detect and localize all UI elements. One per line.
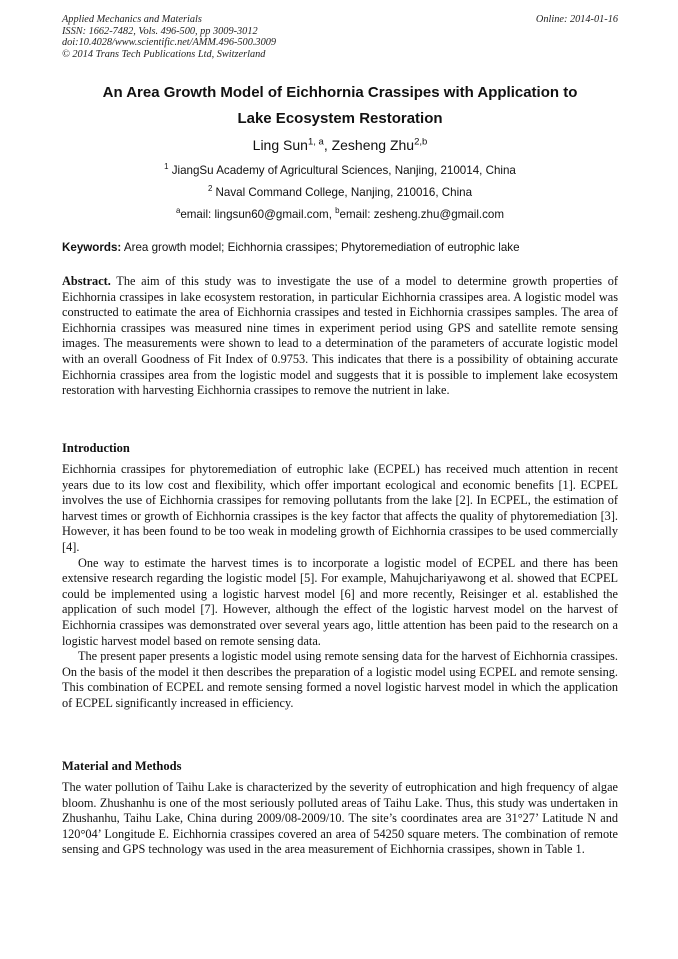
author-2-name: Zesheng Zhu — [331, 137, 415, 153]
paper-title — [62, 80, 618, 132]
affiliation-2-text: Naval Command College, Nanjing, 210016, China — [212, 186, 473, 199]
copyright-line: © 2014 Trans Tech Publications Ltd, Switzerland — [62, 48, 266, 60]
affiliation-2 — [62, 186, 618, 199]
methods-paragraph-1: The water pollution of Taihu Lake is characterized by the severity of eutrophication and high frequency of algae bloom. Zhushanhu is one of the most seriously polluted areas of Taihu Lake. Thus, this study was undertaken in Zhushanhu, Taihu Lake, China during 2009/08-2009/10. The site’s coordinates area are 31°27’ Latitude N and 120°04’ Longitude E. Eichhornia crassipes covered an area of 54250 square meters. The combination of remote sensing and GPS technology was used in the area measurement of Eichhornia crassipes, shown in Table 1. — [62, 780, 618, 857]
introduction-paragraph-3: The present paper presents a logistic model using remote sensing data for the harvest of Eichhornia crassipes. On the basis of the model it then describes the preparation of a logistic model using ECPEL and remote sensing. This combination of ECPEL and remote sensing formed a novel logistic harvest model in which the application of ECPEL significantly increased in efficiency. — [62, 649, 618, 710]
introduction-body — [62, 462, 618, 712]
online-date: Online: 2014-01-16 — [535, 14, 618, 25]
author-list — [62, 137, 618, 153]
issn-line: ISSN: 1662-7482, Vols. 496-500, pp 3009-3012 — [62, 25, 258, 37]
keywords-text: Area growth model; Eichhornia crassipes; Phytoremediation of eutrophic lake — [121, 241, 520, 254]
journal-header — [62, 14, 618, 60]
affiliation-1 — [62, 164, 618, 177]
methods-body — [62, 780, 618, 858]
title-line-2: Lake Ecosystem Restoration — [237, 110, 443, 127]
author-1-affiliation-mark: 1, a — [307, 136, 324, 148]
doi-line: doi:10.4028/www.scientific.net/AMM.496-500.3009 — [62, 37, 277, 49]
author-separator: , — [323, 137, 332, 153]
abstract — [62, 274, 618, 399]
email-a: email: lingsun60@gmail.com, — [180, 208, 336, 221]
affiliation-1-text: JiangSu Academy of Agricultural Sciences, Nanjing, 210014, China — [168, 164, 516, 177]
author-2-affiliation-mark: 2,b — [414, 136, 428, 148]
introduction-paragraph-2: One way to estimate the harvest times is to incorporate a logistic model of ECPEL and there has been extensive research regarding the logistic model [5]. For example, Mahujchariyawong et al. showed that ECPEL could be implemented using a logistic harvest model [6] and more recently, Reisinger et al. established the application of such model [7]. However, although the effect of the logistic harvest model on the harvest of Eichhornia crassipes was demonstrated over several years ago, little attention has been paid to the research on a logistic harvest model based on remote sensing data. — [62, 555, 618, 648]
abstract-text: The aim of this study was to investigate the use of a model to determine growth properties of Eichhornia crassipes in lake ecosystem restoration, in particular Eichhornia crassipes area. A logistic model was constructed to eatimate the area of Eichhornia crassipes and tested in Eichhornia crassipes samples. The area of Eichhornia crassipes was measured nine times in experiment period using GPS and satellite remote sensing images. The measurements were shown to lead to a determination of the parameters of accurate logistic model with an overall Goodness of Fit Index of 0.9753. This indicates that there is a possibility of obtaining accurate Eichhornia crassipes area from the logistic model and suggests that it is possible to implement lake ecosystem restoration with harvesting Eichhornia crassipes to remove the nutrient in lake. — [62, 274, 618, 398]
email-b-mark: b — [335, 206, 340, 216]
journal-name: Applied Mechanics and Materials — [62, 14, 202, 25]
keywords-label: Keywords: — [62, 241, 122, 254]
methods-heading: Material and Methods — [62, 759, 182, 773]
title-line-1: An Area Growth Model of Eichhornia Crassipes with Application to — [102, 84, 578, 101]
affiliation-1-mark: 1 — [164, 162, 169, 172]
author-1-name: Ling Sun — [252, 137, 308, 153]
affiliation-2-mark: 2 — [207, 184, 213, 194]
introduction-paragraph-1: Eichhornia crassipes for phytoremediation of eutrophic lake (ECPEL) has received much attention in recent years due to its low cost and flexibility, which offer important ecological and economic benefits [1]. ECPEL involves the use of Eichhornia crassipes for removing pollutants from the lake [2]. In ECPEL, the estimation of harvest times or growth of Eichhornia crassipes is the key factor that affects the quality of phytoremediation [3]. However, it has been found to be too weak in modeling growth of Eichhornia crassipes to be used commercially [4]. — [62, 462, 618, 554]
email-a-mark: a — [175, 206, 181, 216]
author-emails — [62, 208, 618, 221]
introduction-heading: Introduction — [62, 441, 130, 455]
email-b: email: zesheng.zhu@gmail.com — [339, 208, 505, 221]
abstract-label: Abstract. — [62, 274, 111, 288]
keywords — [62, 241, 618, 254]
